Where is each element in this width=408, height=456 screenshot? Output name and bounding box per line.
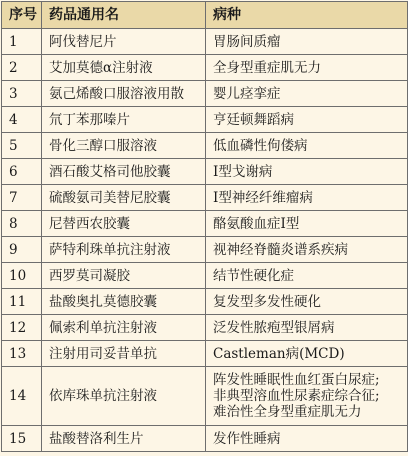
disease-line: 难治性全身型重症肌无力 [213, 404, 362, 420]
row-drug-name: 注射用司妥昔单抗 [42, 341, 206, 367]
row-seq: 7 [2, 185, 42, 211]
table-body [2, 29, 408, 452]
row-seq: 1 [2, 29, 42, 55]
row-drug-name: 萨特利珠单抗注射液 [42, 237, 206, 263]
disease-line: 视神经脊髓炎谱系疾病 [213, 241, 348, 258]
table-row [2, 237, 408, 263]
table-row [2, 107, 408, 133]
row-disease [206, 29, 408, 55]
row-drug-name: 佩索利单抗注射液 [42, 315, 206, 341]
table-row [2, 185, 408, 211]
disease-line: 非典型溶血性尿素症综合征; [213, 388, 380, 404]
disease-line: 结节性硬化症 [213, 267, 294, 284]
disease-line: 亨廷顿舞蹈病 [213, 111, 294, 128]
row-drug-name: 氨己烯酸口服溶液用散 [42, 81, 206, 107]
row-seq: 10 [2, 263, 42, 289]
disease-line: 全身型重症肌无力 [213, 59, 321, 76]
table-row [2, 341, 408, 367]
row-disease [206, 133, 408, 159]
row-disease [206, 367, 408, 426]
row-disease [206, 315, 408, 341]
row-disease [206, 289, 408, 315]
header-seq: 序号 [2, 2, 42, 29]
row-disease [206, 55, 408, 81]
row-seq: 11 [2, 289, 42, 315]
disease-line: 酪氨酸血症Ⅰ型 [213, 215, 300, 232]
table-row [2, 367, 408, 426]
table-row [2, 55, 408, 81]
table-row [2, 315, 408, 341]
disease-line: 发作性睡病 [213, 430, 281, 447]
header-disease: 病种 [206, 2, 408, 29]
row-disease [206, 107, 408, 133]
row-seq: 14 [2, 367, 42, 426]
row-seq: 15 [2, 426, 42, 452]
row-drug-name: 骨化三醇口服溶液 [42, 133, 206, 159]
row-drug-name: 尼替西农胶囊 [42, 211, 206, 237]
table-row [2, 159, 408, 185]
row-drug-name: 盐酸奥扎莫德胶囊 [42, 289, 206, 315]
row-drug-name: 氘丁苯那嗪片 [42, 107, 206, 133]
disease-line: 阵发性睡眠性血红蛋白尿症; [213, 372, 380, 388]
row-seq: 4 [2, 107, 42, 133]
disease-line: 胃肠间质瘤 [213, 33, 281, 50]
row-disease [206, 426, 408, 452]
row-seq: 2 [2, 55, 42, 81]
row-drug-name: 盐酸替洛利生片 [42, 426, 206, 452]
table-row [2, 263, 408, 289]
row-disease [206, 211, 408, 237]
row-seq: 13 [2, 341, 42, 367]
disease-line: 泛发性脓疱型银屑病 [213, 319, 335, 336]
table-row [2, 289, 408, 315]
row-disease [206, 263, 408, 289]
row-seq: 8 [2, 211, 42, 237]
table-row [2, 211, 408, 237]
drug-disease-table [1, 1, 408, 452]
row-seq: 3 [2, 81, 42, 107]
table-row [2, 81, 408, 107]
table-row [2, 29, 408, 55]
disease-line: 复发型多发性硬化 [213, 293, 321, 310]
row-drug-name: 硫酸氨司美替尼胶囊 [42, 185, 206, 211]
row-drug-name: 阿伐替尼片 [42, 29, 206, 55]
row-seq: 6 [2, 159, 42, 185]
table-row [2, 133, 408, 159]
row-disease [206, 185, 408, 211]
row-drug-name: 艾加莫德α注射液 [42, 55, 206, 81]
row-disease [206, 81, 408, 107]
header-drug-name: 药品通用名 [42, 2, 206, 29]
row-disease [206, 237, 408, 263]
drug-table-frame [1, 1, 407, 455]
row-disease [206, 159, 408, 185]
disease-line: Ⅰ型神经纤维瘤病 [213, 189, 313, 206]
row-disease [206, 341, 408, 367]
header-row [2, 2, 408, 29]
row-seq: 12 [2, 315, 42, 341]
row-drug-name: 西罗莫司凝胶 [42, 263, 206, 289]
row-drug-name: 酒石酸艾格司他胶囊 [42, 159, 206, 185]
disease-line: Ⅰ型戈谢病 [213, 163, 273, 180]
disease-line: Castleman病(MCD) [213, 345, 345, 362]
row-seq: 5 [2, 133, 42, 159]
row-drug-name: 依库珠单抗注射液 [42, 367, 206, 426]
table-row [2, 426, 408, 452]
disease-line: 低血磷性佝偻病 [213, 137, 308, 154]
row-seq: 9 [2, 237, 42, 263]
disease-line: 婴儿痉挛症 [213, 85, 281, 102]
